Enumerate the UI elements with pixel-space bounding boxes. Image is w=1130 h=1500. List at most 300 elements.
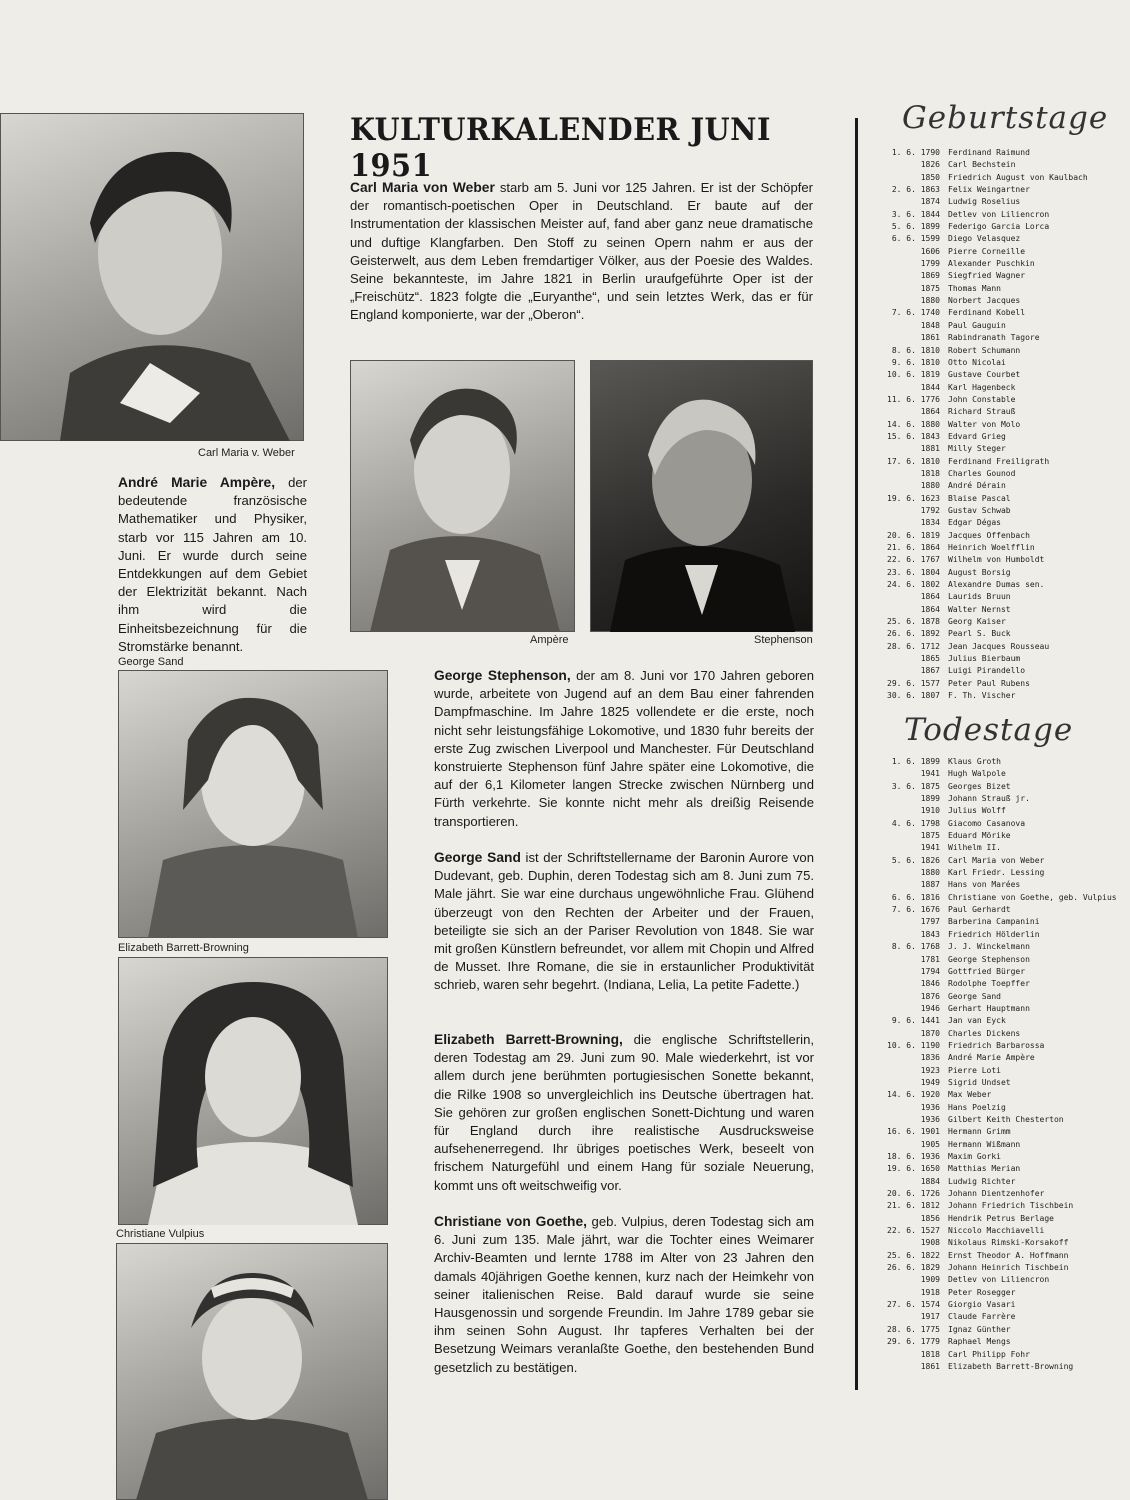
calendar-name: Paul Gauguin — [948, 320, 1006, 330]
calendar-name: Pierre Corneille — [948, 246, 1026, 256]
calendar-date: 1875 — [920, 283, 940, 293]
calendar-name: George Sand — [948, 991, 1001, 1001]
vulpius-caption: Christiane Vulpius — [116, 1228, 205, 1240]
vulpius-portrait — [116, 1243, 388, 1500]
calendar-entry — [880, 756, 1117, 768]
calendar-name: Milly Steger — [948, 444, 1006, 454]
calendar-entry — [880, 641, 1088, 653]
calendar-date: 1856 — [920, 1213, 940, 1223]
calendar-entry — [880, 628, 1088, 640]
calendar-entry — [880, 1188, 1117, 1200]
calendar-name: Detlev von Liliencron — [948, 209, 1050, 219]
calendar-date: 7. 6. 1740 — [891, 308, 940, 318]
calendar-date: 11. 6. 1776 — [887, 394, 940, 404]
calendar-date: 1936 — [920, 1102, 940, 1112]
calendar-date: 1864 — [920, 592, 940, 602]
calendar-entry — [880, 172, 1088, 184]
calendar-name: Pearl S. Buck — [948, 629, 1011, 639]
calendar-name: Niccolo Macchiavelli — [948, 1226, 1045, 1236]
calendar-name: Karl Friedr. Lessing — [948, 868, 1045, 878]
calendar-date: 1899 — [920, 794, 940, 804]
calendar-entry — [880, 690, 1088, 702]
calendar-name: Julius Wolff — [948, 806, 1006, 816]
calendar-date: 1781 — [920, 954, 940, 964]
calendar-entry — [880, 295, 1088, 307]
calendar-entry — [880, 493, 1088, 505]
calendar-date: 1836 — [920, 1053, 940, 1063]
calendar-date: 1850 — [920, 172, 940, 182]
calendar-name: Walter von Molo — [948, 419, 1021, 429]
calendar-date: 30. 6. 1807 — [887, 691, 940, 701]
calendar-entry — [880, 1299, 1117, 1311]
calendar-date: 1923 — [920, 1065, 940, 1075]
calendar-name: Richard Strauß — [948, 407, 1016, 417]
calendar-name: Peter Rosegger — [948, 1287, 1016, 1297]
calendar-name: Johann Strauß jr. — [948, 794, 1030, 804]
calendar-entry — [880, 830, 1117, 842]
calendar-name: Ernst Theodor A. Hoffmann — [948, 1250, 1069, 1260]
article-stephenson — [434, 667, 814, 831]
calendar-entry — [880, 443, 1088, 455]
calendar-date: 7. 6. 1676 — [891, 905, 940, 915]
calendar-date: 9. 6. 1441 — [891, 1016, 940, 1026]
calendar-date: 1880 — [920, 481, 940, 491]
calendar-entry — [880, 1040, 1117, 1052]
calendar-name: Raphael Mengs — [948, 1337, 1011, 1347]
article-ampere — [118, 474, 307, 656]
calendar-date: 1881 — [920, 444, 940, 454]
calendar-name: Detlev von Liliencron — [948, 1275, 1050, 1285]
calendar-name: Charles Dickens — [948, 1028, 1021, 1038]
calendar-date: 19. 6. 1623 — [887, 493, 940, 503]
calendar-date: 26. 6. 1829 — [887, 1263, 940, 1273]
calendar-name: Wilhelm von Humboldt — [948, 555, 1045, 565]
calendar-date: 1799 — [920, 259, 940, 269]
calendar-entry — [880, 665, 1088, 677]
calendar-name: Friedrich Hölderlin — [948, 929, 1040, 939]
calendar-name: Gustave Courbet — [948, 370, 1021, 380]
article-sand-text: ist der Schriftstellername der Baronin Aurore von Dudevant, geb. Duphin, deren Todestag sich am 8. Juni zum 75. Male jährt. Sie war eine durchaus ungewöhnliche Frau. Glühend überzeugt von den Rechten der Arbeiter und der Frauen, beteiligte sie sich an der Pariser Revolution von 1848. Sie war mit großen Künstlern befreundet, vor allem mit Chopin und Alfred de Musset. Ihre Romane, die sie in erstaunlicher Produktivität schrieb, waren sehr begehrt. (Indiana, Lelia, La petite Fadette.) — [434, 850, 814, 993]
calendar-date: 14. 6. 1880 — [887, 419, 940, 429]
calendar-date: 21. 6. 1864 — [887, 543, 940, 552]
calendar-name: Giorgio Vasari — [948, 1300, 1016, 1310]
calendar-name: Hans Poelzig — [948, 1102, 1006, 1112]
calendar-name: Carl Maria von Weber — [948, 855, 1045, 865]
calendar-date: 15. 6. 1843 — [887, 431, 940, 441]
calendar-name: Alexander Puschkin — [948, 259, 1035, 269]
calendar-name: Hugh Walpole — [948, 769, 1006, 779]
calendar-entry — [880, 1274, 1117, 1286]
calendar-entry — [880, 270, 1088, 282]
calendar-entry — [880, 1028, 1117, 1040]
calendar-entry — [880, 530, 1088, 542]
article-weber-name: Carl Maria von Weber — [350, 180, 495, 195]
calendar-entry — [880, 805, 1117, 817]
calendar-date: 1797 — [920, 917, 940, 927]
column-divider — [855, 118, 858, 1390]
article-stephenson-name: George Stephenson, — [434, 668, 571, 683]
calendar-entry — [880, 1003, 1117, 1015]
weber-portrait — [0, 113, 304, 441]
calendar-name: Eduard Mörike — [948, 831, 1011, 841]
barrett-caption: Elizabeth Barrett-Browning — [118, 942, 249, 954]
calendar-entry — [880, 1200, 1117, 1212]
calendar-name: Johann Dientzenhofer — [948, 1189, 1045, 1199]
calendar-name: Carl Philipp Fohr — [948, 1349, 1030, 1359]
calendar-date: 1876 — [920, 991, 940, 1001]
calendar-entry — [880, 431, 1088, 443]
calendar-name: Ferdinand Freiligrath — [948, 456, 1050, 466]
calendar-entry — [880, 1237, 1117, 1249]
calendar-date: 1874 — [920, 197, 940, 207]
calendar-date: 27. 6. 1574 — [887, 1300, 940, 1310]
calendar-entry — [880, 1139, 1117, 1151]
calendar-entry — [880, 1065, 1117, 1077]
calendar-entry — [880, 954, 1117, 966]
calendar-entry — [880, 1225, 1117, 1237]
calendar-name: Edgar Dégas — [948, 518, 1001, 528]
calendar-name: Blaise Pascal — [948, 493, 1011, 503]
calendar-date: 8. 6. 1768 — [891, 942, 940, 952]
calendar-name: Rodolphe Toepffer — [948, 979, 1030, 989]
calendar-date: 1864 — [920, 407, 940, 417]
calendar-date: 1870 — [920, 1028, 940, 1038]
calendar-date: 3. 6. 1844 — [891, 209, 940, 219]
calendar-name: Gottfried Bürger — [948, 966, 1026, 976]
calendar-entry — [880, 505, 1088, 517]
calendar-entry — [880, 1213, 1117, 1225]
calendar-name: Felix Weingartner — [948, 185, 1030, 195]
calendar-name: Hans von Marées — [948, 880, 1021, 890]
calendar-name: Luigi Pirandello — [948, 666, 1026, 676]
calendar-date: 1941 — [920, 843, 940, 853]
calendar-entry — [880, 406, 1088, 418]
calendar-entry — [880, 382, 1088, 394]
calendar-date: 20. 6. 1726 — [887, 1189, 940, 1199]
calendar-name: Ludwig Roselius — [948, 197, 1021, 207]
article-weber-text: starb am 5. Juni vor 125 Jahren. Er ist der Schöpfer der romantisch-poetischen Oper in Deutschland. Er baute auf der Instrumentation der klassischen Meister auf, fand aber ganz neue dramatische und duftige Klangfarben. Den Stoff zu seinen Opern nahm er aus der Geisterwelt, aus dem Leben fremdartiger Völker, aus der Poesie des Waldes. Seine bekannteste, im Jahre 1821 in Berlin uraufgeführte Oper ist der „Freischütz“. 1823 folgte die „Euryanthe“, und sein letztes Werk, das er für England komponierte, war der „Oberon“. — [350, 180, 814, 323]
calendar-date: 20. 6. 1819 — [887, 530, 940, 540]
sand-caption: George Sand — [118, 656, 184, 668]
calendar-name: Edvard Grieg — [948, 431, 1006, 441]
calendar-entry — [880, 904, 1117, 916]
calendar-date: 4. 6. 1798 — [891, 818, 940, 828]
calendar-date: 1. 6. 1790 — [891, 148, 940, 157]
calendar-entry — [880, 1250, 1117, 1262]
calendar-entry — [880, 357, 1088, 369]
calendar-name: J. J. Winckelmann — [948, 942, 1030, 952]
calendar-date: 1792 — [920, 505, 940, 515]
calendar-entry — [880, 793, 1117, 805]
calendar-entry — [880, 1311, 1117, 1323]
calendar-entry — [880, 653, 1088, 665]
calendar-date: 21. 6. 1812 — [887, 1201, 940, 1211]
calendar-date: 1867 — [920, 666, 940, 676]
calendar-entry — [880, 978, 1117, 990]
calendar-entry — [880, 1015, 1117, 1027]
calendar-entry — [880, 369, 1088, 381]
page-title: KULTURKALENDER JUNI 1951 — [350, 112, 771, 184]
calendar-date: 28. 6. 1775 — [887, 1324, 940, 1334]
calendar-date: 6. 6. 1599 — [891, 234, 940, 244]
calendar-entry — [880, 929, 1117, 941]
calendar-date: 1861 — [920, 1361, 940, 1371]
calendar-name: André Marie Ampère — [948, 1053, 1035, 1063]
calendar-date: 18. 6. 1936 — [887, 1152, 940, 1161]
article-ampere-text: der bedeutende französische Mathematiker und Physiker, starb vor 115 Jahren am 10. Juni. Er wurde durch seine Entdekkungen auf dem Gebiet der Elektrizität bekannt. Nach ihm wird die Einheitsbezeichnung für die Stromstärke benannt. — [118, 475, 307, 654]
calendar-name: Sigrid Undset — [948, 1077, 1011, 1087]
calendar-date: 14. 6. 1920 — [887, 1090, 940, 1100]
calendar-entry — [880, 554, 1088, 566]
calendar-entry — [880, 1089, 1117, 1101]
calendar-date: 16. 6. 1901 — [887, 1127, 940, 1137]
calendar-name: Jacques Offenbach — [948, 530, 1030, 540]
calendar-entry — [880, 1176, 1117, 1188]
calendar-name: Hermann Wißmann — [948, 1139, 1021, 1149]
calendar-date: 1844 — [920, 382, 940, 392]
calendar-name: Heinrich Woelfflin — [948, 543, 1035, 552]
calendar-entry — [880, 1349, 1117, 1361]
calendar-name: Gustav Schwab — [948, 505, 1011, 515]
calendar-date: 1946 — [920, 1003, 940, 1013]
calendar-entry — [880, 842, 1117, 854]
calendar-date: 8. 6. 1810 — [891, 345, 940, 355]
calendar-entry — [880, 1126, 1117, 1138]
calendar-entry — [880, 209, 1088, 221]
calendar-name: Carl Bechstein — [948, 160, 1016, 170]
calendar-name: John Constable — [948, 394, 1016, 404]
calendar-date: 1884 — [920, 1176, 940, 1186]
calendar-name: Johann Friedrich Tischbein — [948, 1201, 1074, 1211]
calendar-date: 10. 6. 1819 — [887, 370, 940, 380]
calendar-date: 1880 — [920, 868, 940, 878]
calendar-name: Klaus Groth — [948, 757, 1001, 766]
calendar-name: Gilbert Keith Chesterton — [948, 1114, 1064, 1124]
calendar-entry — [880, 579, 1088, 591]
calendar-entry — [880, 196, 1088, 208]
calendar-date: 2. 6. 1863 — [891, 185, 940, 195]
calendar-entry — [880, 768, 1117, 780]
births-title: Geburtstage — [902, 100, 1109, 136]
calendar-entry — [880, 394, 1088, 406]
calendar-date: 1818 — [920, 1349, 940, 1359]
calendar-date: 9. 6. 1810 — [891, 357, 940, 367]
calendar-entry — [880, 542, 1088, 554]
article-barrett-name: Elizabeth Barrett-Browning, — [434, 1032, 623, 1047]
calendar-entry — [880, 419, 1088, 431]
calendar-name: Karl Hagenbeck — [948, 382, 1016, 392]
calendar-entry — [880, 283, 1088, 295]
calendar-entry — [880, 147, 1088, 159]
calendar-date: 1864 — [920, 604, 940, 614]
calendar-name: Robert Schumann — [948, 345, 1021, 355]
calendar-name: Gerhart Hauptmann — [948, 1003, 1030, 1013]
article-barrett — [434, 1031, 814, 1195]
calendar-date: 25. 6. 1878 — [887, 617, 940, 627]
calendar-name: Paul Gerhardt — [948, 905, 1011, 915]
calendar-date: 1869 — [920, 271, 940, 281]
calendar-date: 1843 — [920, 929, 940, 939]
calendar-entry — [880, 1324, 1117, 1336]
calendar-date: 1794 — [920, 966, 940, 976]
calendar-name: Giacomo Casanova — [948, 818, 1026, 828]
calendar-entry — [880, 879, 1117, 891]
calendar-entry — [880, 616, 1088, 628]
article-barrett-text: die englische Schriftstellerin, deren Todestag am 29. Juni zum 90. Male wiederkehrt, ist vor allem durch jene berühmten portugiesischen Sonette bekannt, die Rilke 1908 so unvergleichlich ins Deutsche übertragen hat. Sie gehören zur großen englischen Sonett-Dichtung und waren für England durch ihre realistische Ausdrucksweise aufsehenerregend. Ihr übriges poetisches Werk, beseelt von frischem Naturgefühl und einem Hang für soziale Neuerung, kommt uns oft weitschweifig vor. — [434, 1032, 814, 1193]
stephenson-portrait — [590, 360, 813, 632]
article-sand — [434, 849, 814, 995]
article-stephenson-text: der am 8. Juni vor 170 Jahren geboren wurde, arbeitete von Jugend auf an dem Bau einer fahrenden Dampfmaschine. Im Jahre 1825 vollendete er die erste, noch nicht sehr leistungsfähige Lokomotive, und 1830 fuhr bereits der erste Zug zwischen Liverpool und Manchester. Für Deutschland konstruierte Stephenson fünf Jahre später eine Lokomotive, die auf der 6,1 Kilometer langen Strecke zwischen Nürnberg und Fürth verkehrte. Sie konnte nicht mehr als dreißig Reisende transportieren. — [434, 668, 814, 829]
calendar-entry — [880, 332, 1088, 344]
calendar-entry — [880, 320, 1088, 332]
calendar-name: Georges Bizet — [948, 781, 1011, 791]
calendar-entry — [880, 591, 1088, 603]
ampere-caption: Ampère — [530, 634, 569, 646]
calendar-date: 22. 6. 1527 — [887, 1226, 940, 1236]
calendar-name: Johann Heinrich Tischbein — [948, 1263, 1069, 1273]
calendar-date: 6. 6. 1816 — [891, 892, 940, 902]
calendar-date: 1949 — [920, 1077, 940, 1087]
sand-portrait — [118, 670, 388, 938]
calendar-entry — [880, 818, 1117, 830]
calendar-entry — [880, 1114, 1117, 1126]
calendar-entry — [880, 1077, 1117, 1089]
calendar-date: 1826 — [920, 160, 940, 170]
calendar-name: Diego Velasquez — [948, 234, 1021, 244]
calendar-entry — [880, 1336, 1117, 1348]
article-weber — [350, 179, 813, 325]
calendar-entry — [880, 221, 1088, 233]
calendar-entry — [880, 307, 1088, 319]
calendar-date: 23. 6. 1804 — [887, 567, 940, 577]
calendar-name: Federigo Garcia Lorca — [948, 222, 1050, 232]
calendar-entry — [880, 345, 1088, 357]
calendar-name: Christiane von Goethe, geb. Vulpius — [948, 892, 1117, 902]
calendar-date: 1941 — [920, 769, 940, 779]
calendar-name: Max Weber — [948, 1090, 992, 1100]
calendar-entry — [880, 1163, 1117, 1175]
calendar-name: Hermann Grimm — [948, 1127, 1011, 1137]
calendar-name: Thomas Mann — [948, 283, 1001, 293]
calendar-name: Wilhelm II. — [948, 843, 1001, 853]
calendar-entry — [880, 678, 1088, 690]
calendar-entry — [880, 159, 1088, 171]
calendar-name: Jan van Eyck — [948, 1016, 1006, 1026]
calendar-date: 17. 6. 1810 — [887, 456, 940, 466]
calendar-name: Peter Paul Rubens — [948, 678, 1030, 688]
stephenson-caption: Stephenson — [754, 634, 813, 646]
calendar-date: 25. 6. 1822 — [887, 1250, 940, 1260]
calendar-name: Friedrich Barbarossa — [948, 1040, 1045, 1050]
calendar-name: Siegfried Wagner — [948, 271, 1026, 281]
calendar-date: 1909 — [920, 1275, 940, 1285]
calendar-date: 10. 6. 1190 — [887, 1040, 940, 1050]
calendar-date: 19. 6. 1650 — [887, 1164, 940, 1174]
calendar-date: 1. 6. 1899 — [891, 757, 940, 766]
calendar-name: Norbert Jacques — [948, 296, 1021, 306]
calendar-name: Ludwig Richter — [948, 1176, 1016, 1186]
article-sand-name: George Sand — [434, 850, 521, 865]
article-goethe-name: Christiane von Goethe, — [434, 1214, 587, 1229]
calendar-date: 1910 — [920, 806, 940, 816]
deaths-list — [880, 756, 1117, 1373]
calendar-entry — [880, 246, 1088, 258]
calendar-date: 29. 6. 1779 — [887, 1337, 940, 1347]
calendar-entry — [880, 233, 1088, 245]
calendar-date: 1917 — [920, 1312, 940, 1322]
calendar-date: 1818 — [920, 468, 940, 478]
calendar-entry — [880, 604, 1088, 616]
calendar-name: George Stephenson — [948, 954, 1030, 964]
calendar-name: Otto Nicolai — [948, 357, 1006, 367]
calendar-entry — [880, 855, 1117, 867]
ampere-portrait — [350, 360, 575, 632]
calendar-name: Ferdinand Raimund — [948, 148, 1030, 157]
calendar-entry — [880, 258, 1088, 270]
calendar-name: Nikolaus Rimski-Korsakoff — [948, 1238, 1069, 1248]
calendar-entry — [880, 1287, 1117, 1299]
calendar-date: 29. 6. 1577 — [887, 678, 940, 688]
calendar-date: 1875 — [920, 831, 940, 841]
calendar-date: 24. 6. 1802 — [887, 580, 940, 590]
calendar-entry — [880, 480, 1088, 492]
calendar-entry — [880, 456, 1088, 468]
calendar-entry — [880, 1361, 1117, 1373]
calendar-entry — [880, 1262, 1117, 1274]
calendar-name: Walter Nernst — [948, 604, 1011, 614]
calendar-name: Claude Farrère — [948, 1312, 1016, 1322]
calendar-entry — [880, 1102, 1117, 1114]
calendar-entry — [880, 781, 1117, 793]
calendar-name: Barberina Campanini — [948, 917, 1040, 927]
article-ampere-name: André Marie Ampère, — [118, 475, 276, 490]
calendar-entry — [880, 966, 1117, 978]
calendar-entry — [880, 991, 1117, 1003]
calendar-name: Maxim Gorki — [948, 1152, 1001, 1161]
calendar-entry — [880, 867, 1117, 879]
calendar-entry — [880, 517, 1088, 529]
calendar-name: F. Th. Vischer — [948, 691, 1016, 701]
calendar-name: Julius Bierbaum — [948, 654, 1021, 664]
calendar-date: 1848 — [920, 320, 940, 330]
article-goethe — [434, 1213, 814, 1377]
weber-caption: Carl Maria v. Weber — [198, 447, 295, 459]
calendar-date: 22. 6. 1767 — [887, 555, 940, 565]
calendar-date: 1606 — [920, 246, 940, 256]
calendar-date: 1908 — [920, 1238, 940, 1248]
article-goethe-text: geb. Vulpius, deren Todestag sich am 6. Juni zum 135. Male jährt, war die Tochter eines Weimarer Archiv-Beamten und lernte 1788 im Alter von 23 Jahren den damals 40jährigen Goethe kennen, kurz nach der Heimkehr von seiner italienischen Reise. Bald darauf wurde sie seine Hausgenossin und sorgende Freundin. Im Jahre 1789 gebar sie ihm seinen Sohn August. Ihr tapferes Verhalten bei der Besetzung Weimars veranlaßte Goethe, den bestehenden Bund gesetzlich zu bestätigen. — [434, 1214, 814, 1375]
calendar-date: 1865 — [920, 654, 940, 664]
calendar-entry — [880, 184, 1088, 196]
calendar-date: 1846 — [920, 979, 940, 989]
calendar-name: Pierre Loti — [948, 1065, 1001, 1075]
calendar-name: André Dérain — [948, 481, 1006, 491]
calendar-date: 1887 — [920, 880, 940, 890]
barrett-portrait — [118, 957, 388, 1225]
calendar-date: 1880 — [920, 296, 940, 306]
calendar-name: Friedrich August von Kaulbach — [948, 172, 1088, 182]
calendar-entry — [880, 567, 1088, 579]
calendar-date: 5. 6. 1899 — [891, 222, 940, 232]
deaths-title: Todestage — [904, 712, 1074, 748]
calendar-date: 28. 6. 1712 — [887, 641, 940, 651]
calendar-entry — [880, 892, 1117, 904]
calendar-entry — [880, 916, 1117, 928]
calendar-name: Ferdinand Kobell — [948, 308, 1026, 318]
calendar-entry — [880, 468, 1088, 480]
calendar-entry — [880, 1151, 1117, 1163]
calendar-name: Charles Gounod — [948, 468, 1016, 478]
